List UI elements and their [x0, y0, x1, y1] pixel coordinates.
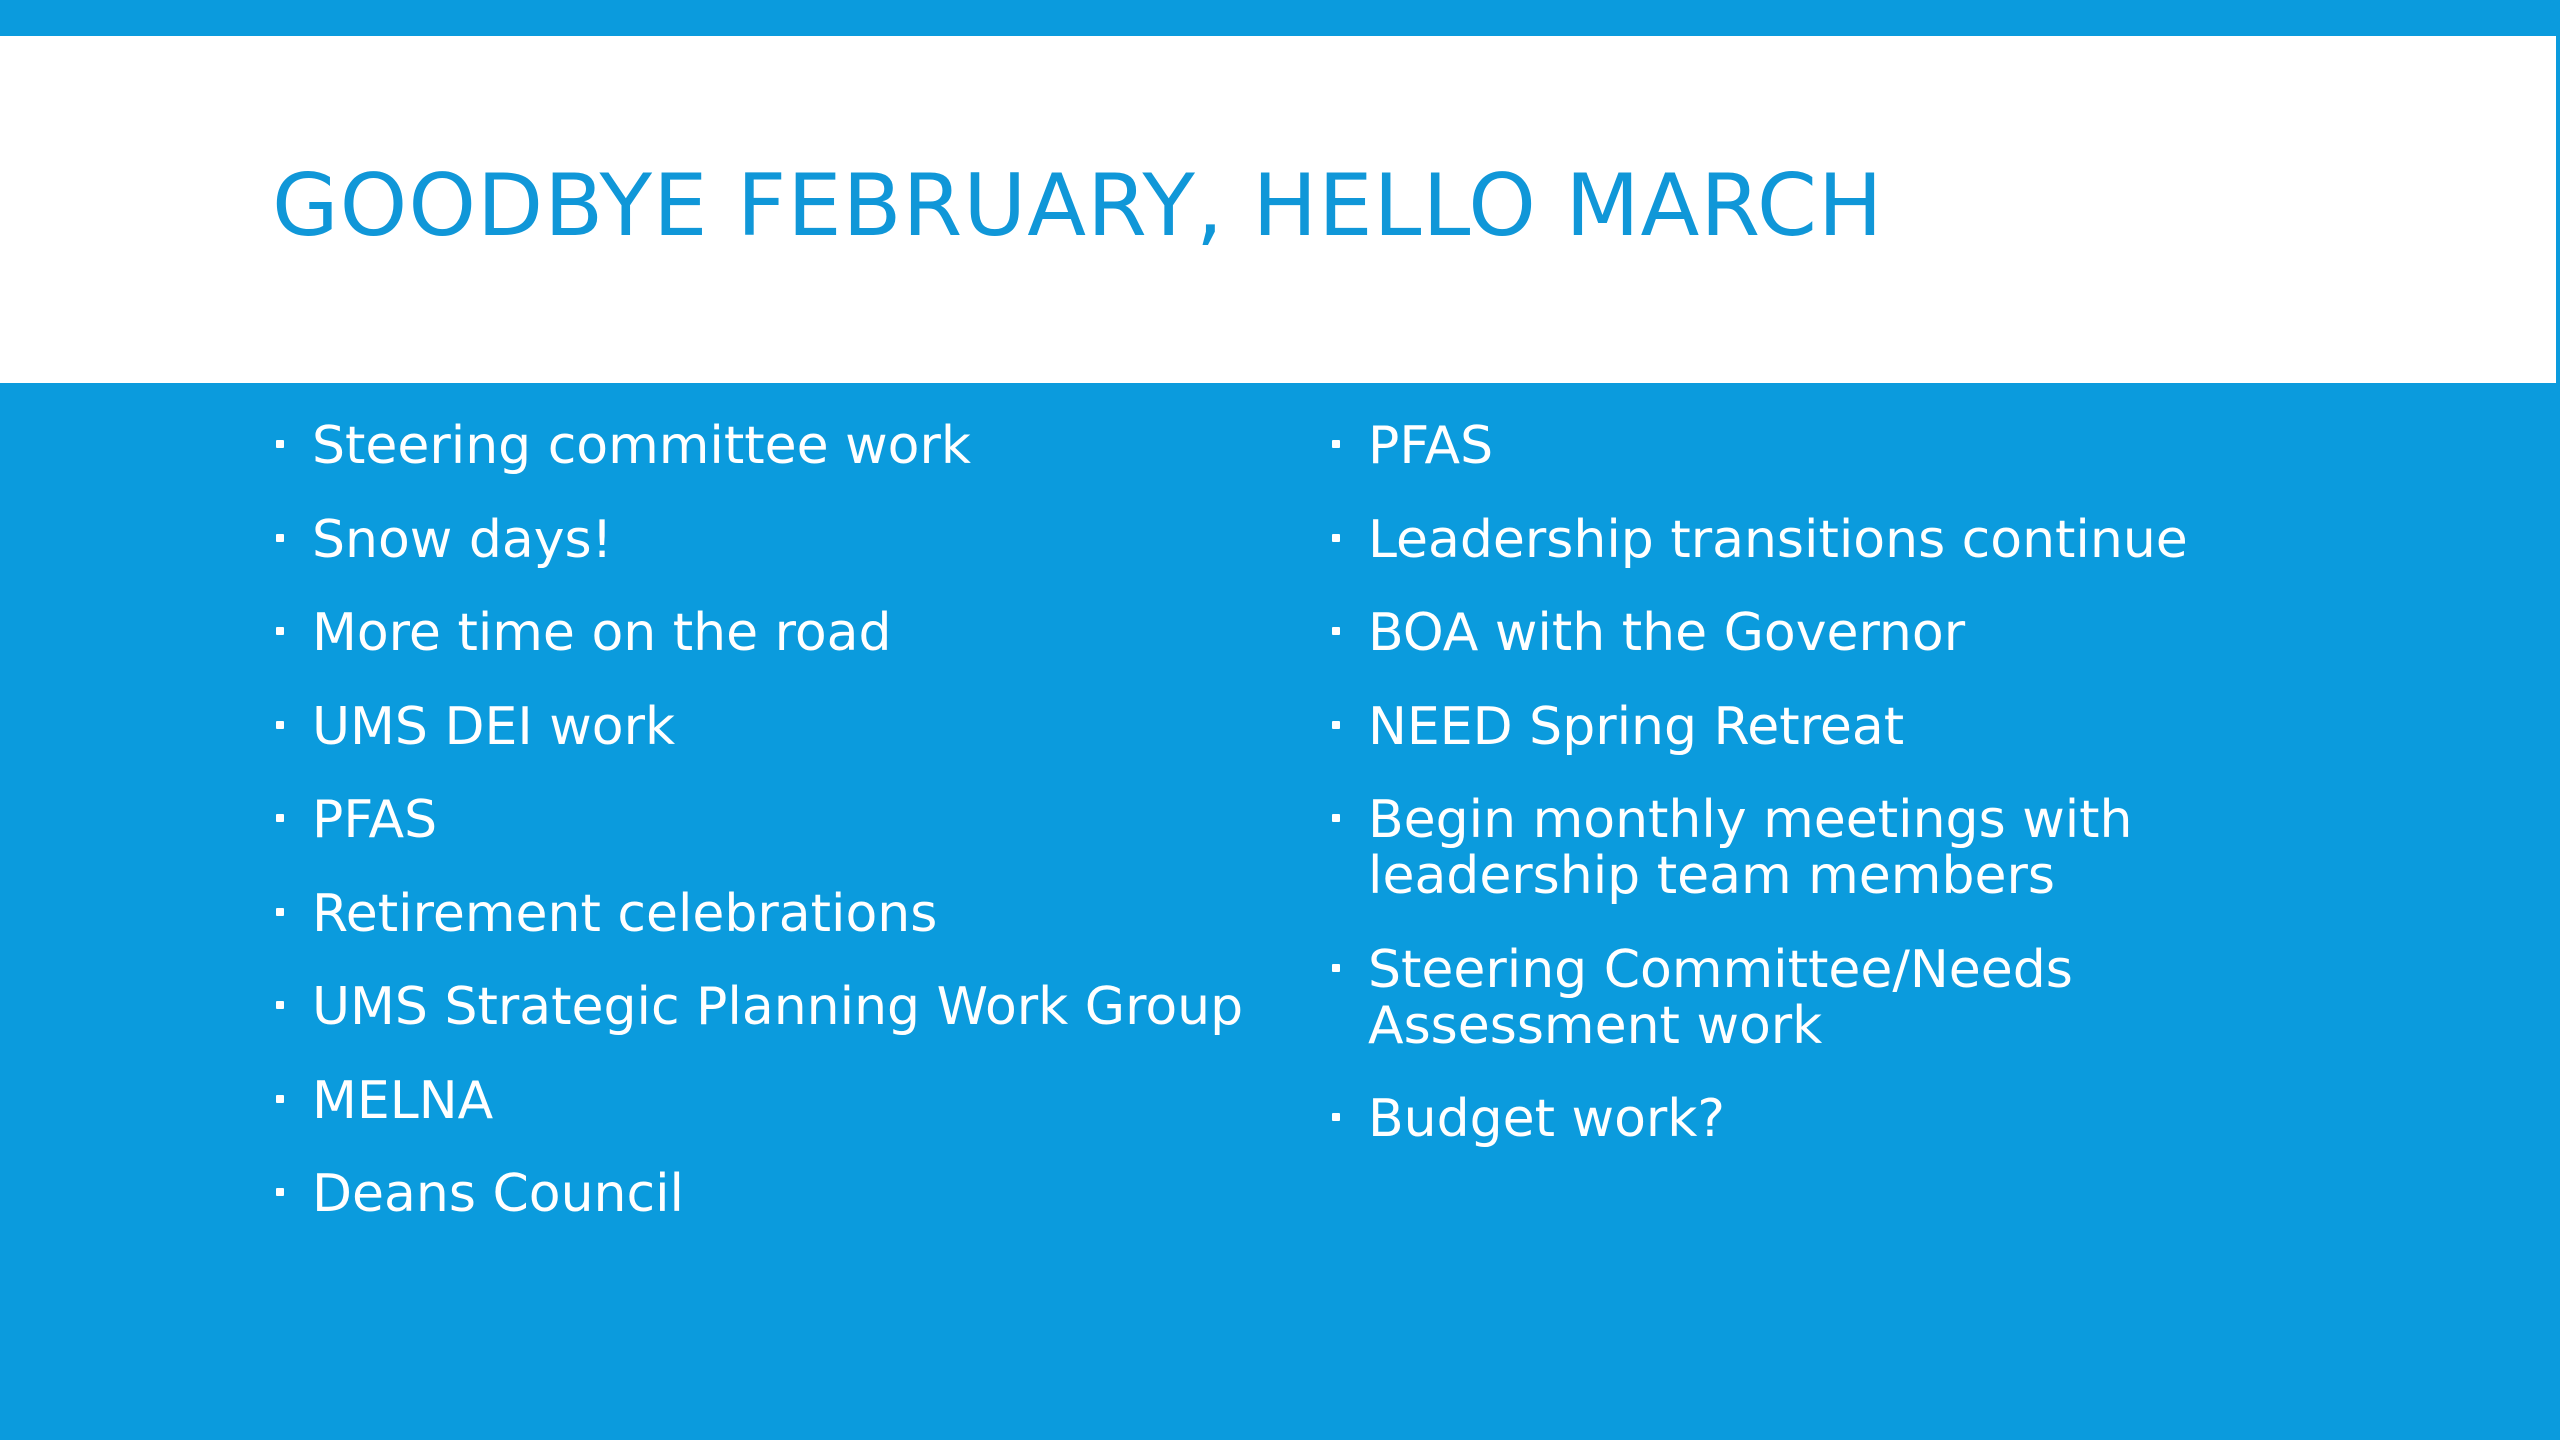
bullet-icon: [276, 721, 284, 729]
bullet-text: Deans Council: [312, 1164, 684, 1224]
bullet-item: [1328, 939, 2288, 1056]
bullet-item: [1328, 509, 2288, 570]
bullet-item: [1328, 418, 2288, 474]
bullet-item: [272, 696, 1272, 757]
bullet-item: [272, 883, 1272, 944]
bullet-item: [272, 979, 1272, 1035]
bullet-icon: [276, 1095, 284, 1103]
bullet-icon: [1332, 534, 1340, 542]
bullet-item: [1328, 696, 2288, 757]
bullet-text: BOA with the Governor: [1368, 603, 1966, 663]
bullet-text: Retirement celebrations: [312, 883, 938, 944]
bullet-item: [272, 418, 1272, 474]
bullet-item: [1328, 605, 2288, 661]
bullet-icon: [276, 627, 284, 635]
bullet-text: Leadership transitions continue: [1368, 509, 2188, 570]
right-bullet-list: [1328, 418, 2288, 1185]
bullet-text: Steering Committee/Needs Assessment work: [1368, 939, 2073, 1056]
bullet-icon: [1332, 721, 1340, 729]
title-area: [0, 36, 2556, 383]
bullet-text: More time on the road: [312, 603, 892, 663]
bullet-icon: [276, 814, 284, 822]
bullet-icon: [276, 908, 284, 916]
bullet-text: MELNA: [312, 1070, 494, 1131]
bullet-text: PFAS: [312, 790, 438, 850]
bullet-item: [1328, 1091, 2288, 1147]
bullet-text: Snow days!: [312, 509, 613, 570]
bullet-item: [272, 509, 1272, 570]
bullet-item: [272, 792, 1272, 848]
bullet-icon: [1332, 1113, 1340, 1121]
bullet-text: NEED Spring Retreat: [1368, 696, 1905, 757]
left-bullet-list: [272, 418, 1272, 1260]
bullet-item: [272, 605, 1272, 661]
bullet-icon: [1332, 964, 1340, 972]
bullet-icon: [1332, 814, 1340, 822]
bullet-text: UMS Strategic Planning Work Group: [312, 977, 1244, 1037]
bullet-text: PFAS: [1368, 416, 1494, 476]
bullet-item: [272, 1166, 1272, 1222]
bullet-icon: [276, 440, 284, 448]
bullet-icon: [1332, 440, 1340, 448]
bullet-icon: [1332, 627, 1340, 635]
bullet-item: [272, 1070, 1272, 1131]
bullet-icon: [276, 534, 284, 542]
bullet-icon: [276, 1188, 284, 1196]
bullet-item: [1328, 792, 2288, 904]
bullet-text: Begin monthly meetings with leadership team members: [1368, 790, 2133, 906]
bullet-text: UMS DEI work: [312, 696, 676, 757]
slide-title: GOODBYE FEBRUARY, HELLO MARCH: [272, 156, 1884, 256]
bullet-text: Budget work?: [1368, 1089, 1725, 1149]
top-accent-band: [0, 0, 2560, 36]
bullet-icon: [276, 1001, 284, 1009]
bullet-text: Steering committee work: [312, 416, 971, 476]
